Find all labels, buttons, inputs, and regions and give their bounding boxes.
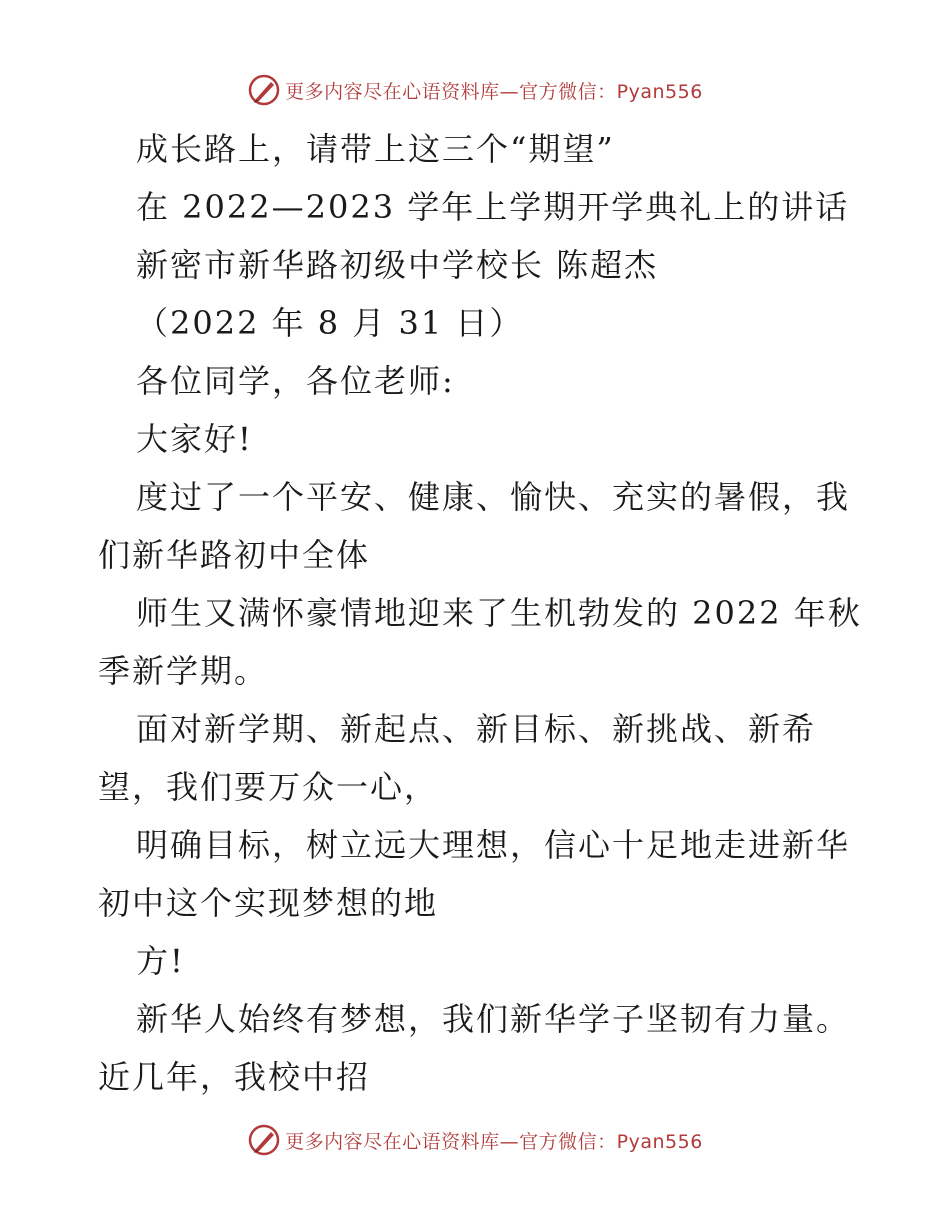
paragraph-line: 初中这个实现梦想的地	[98, 884, 439, 922]
paragraph-line: 师生又满怀豪情地迎来了生机勃发的 2022 年秋	[136, 594, 862, 632]
doc-date: （2022 年 8 月 31 日）	[136, 304, 524, 342]
paragraph-line: 面对新学期、新起点、新目标、新挑战、新希	[136, 710, 817, 748]
greeting: 大家好!	[136, 420, 253, 458]
watermark-header	[0, 70, 950, 110]
pen-logo-icon	[247, 1123, 281, 1157]
paragraph-line: 明确目标，树立远大理想，信心十足地走进新华	[136, 826, 851, 864]
paragraph-line: 度过了一个平安、健康、愉快、充实的暑假，我	[136, 478, 851, 516]
doc-title: 成长路上，请带上这三个“期望”	[136, 130, 615, 168]
document-body	[98, 120, 862, 1106]
doc-author: 新密市新华路初级中学校长 陈超杰	[136, 246, 659, 284]
paragraph-line: 新华人始终有梦想，我们新华学子坚韧有力量。	[136, 1000, 851, 1038]
watermark-text: 更多内容尽在心语资料库—官方微信：Pyan556	[285, 1130, 703, 1153]
paragraph-line: 近几年，我校中招	[98, 1058, 371, 1096]
paragraph-line: 方!	[136, 942, 185, 980]
watermark-text: 更多内容尽在心语资料库—官方微信：Pyan556	[285, 80, 703, 103]
paragraph-line: 望，我们要万众一心，	[98, 768, 439, 806]
watermark-footer	[0, 1120, 950, 1160]
salutation: 各位同学，各位老师:	[136, 362, 455, 400]
paragraph-line: 们新华路初中全体	[98, 536, 371, 574]
pen-logo-icon	[247, 73, 281, 107]
paragraph-line: 季新学期。	[98, 652, 269, 690]
doc-subtitle: 在 2022—2023 学年上学期开学典礼上的讲话	[136, 188, 850, 226]
